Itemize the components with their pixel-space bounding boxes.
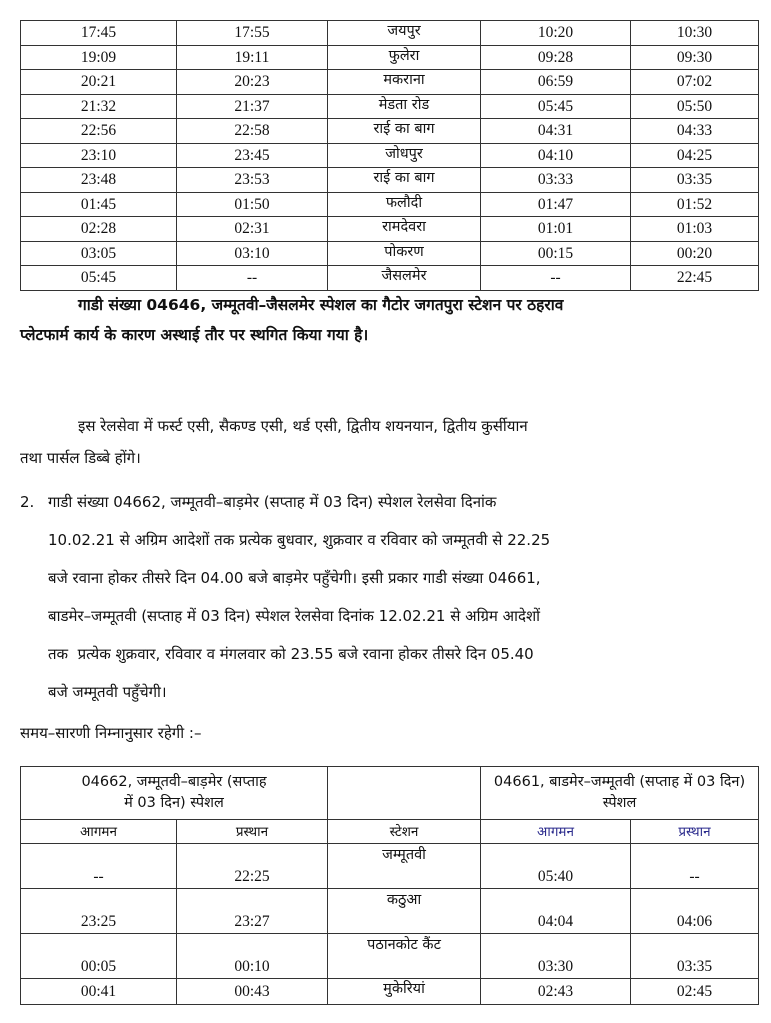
arrival-time: 01:47 xyxy=(481,192,631,217)
table-row xyxy=(21,844,759,889)
item2-line: 10.02.21 से अग्रिम आदेशों तक प्रत्येक बुधवार, शुक्रवार व रविवार को जम्मूतवी से 22.25 xyxy=(48,531,551,549)
departure-time: 23:27 xyxy=(177,889,328,934)
station-name: फलौदी xyxy=(328,192,481,217)
arrival-time: 02:28 xyxy=(21,217,177,242)
departure-time: 17:55 xyxy=(177,21,328,46)
departure-header: प्रस्थान xyxy=(631,820,759,844)
blank-header-cell xyxy=(328,767,481,820)
station-name: जम्मूतवी xyxy=(328,844,481,889)
departure-time: 03:10 xyxy=(177,241,328,266)
item-number: 2. xyxy=(20,493,35,511)
departure-time: 23:45 xyxy=(177,143,328,168)
arrival-time: -- xyxy=(21,844,177,889)
station-name: राई का बाग xyxy=(328,168,481,193)
arrival-time: 20:21 xyxy=(21,70,177,95)
arrival-time: 01:01 xyxy=(481,217,631,242)
departure-time: 02:45 xyxy=(631,979,759,1005)
arrival-time: 05:45 xyxy=(481,94,631,119)
arrival-time: 10:20 xyxy=(481,21,631,46)
arrival-time: 06:59 xyxy=(481,70,631,95)
arrival-time: 03:05 xyxy=(21,241,177,266)
departure-time: 03:35 xyxy=(631,934,759,979)
departure-time: 05:50 xyxy=(631,94,759,119)
table-row xyxy=(21,889,759,934)
arrival-time: 19:09 xyxy=(21,45,177,70)
station-name: जैसलमेर xyxy=(328,266,481,291)
station-name: कठुआ xyxy=(328,889,481,934)
departure-header: प्रस्थान xyxy=(177,820,328,844)
arrival-time: 23:48 xyxy=(21,168,177,193)
arrival-time: 17:45 xyxy=(21,21,177,46)
table-row xyxy=(21,70,759,95)
departure-time: 22:25 xyxy=(177,844,328,889)
arrival-time: 04:10 xyxy=(481,143,631,168)
item2-line: बाडमेर–जम्मूतवी (सप्ताह में 03 दिन) स्पेशल रेलसेवा दिनांक 12.02.21 से अग्रिम आदेशों xyxy=(48,607,541,625)
station-name: जोधपुर xyxy=(328,143,481,168)
train-04662-header: 04662, जम्मूतवी–बाड़मेर (सप्ताह में 03 दिन) स्पेशल xyxy=(21,767,328,820)
item2-line: गाडी संख्या 04662, जम्मूतवी–बाड़मेर (सप्ताह में 03 दिन) स्पेशल रेलसेवा दिनांक xyxy=(48,493,497,511)
departure-time: 19:11 xyxy=(177,45,328,70)
coaches-line-1: इस रेलसेवा में फर्स्ट एसी, सैकण्ड एसी, थर्ड एसी, द्वितीय शयनयान, द्वितीय कुर्सीयान xyxy=(78,417,528,435)
arrival-time: 03:30 xyxy=(481,934,631,979)
departure-time: 22:45 xyxy=(631,266,759,291)
departure-time: 02:31 xyxy=(177,217,328,242)
departure-time: 04:06 xyxy=(631,889,759,934)
arrival-time: 23:25 xyxy=(21,889,177,934)
arrival-time: 02:43 xyxy=(481,979,631,1005)
station-name: पोकरण xyxy=(328,241,481,266)
departure-time: 01:52 xyxy=(631,192,759,217)
arrival-time: 21:32 xyxy=(21,94,177,119)
departure-time: 04:25 xyxy=(631,143,759,168)
table-row xyxy=(21,94,759,119)
departure-time: 07:02 xyxy=(631,70,759,95)
coaches-line-2: तथा पार्सल डिब्बे होंगे। xyxy=(20,449,141,467)
note-line-1: गाडी संख्या 04646, जम्मूतवी–जैसलमेर स्पेशल का गैटोर जगतपुरा स्टेशन पर ठहराव xyxy=(78,296,564,314)
table-row xyxy=(21,934,759,979)
station-name: मुकेरियां xyxy=(328,979,481,1005)
station-name: जयपुर xyxy=(328,21,481,46)
station-header: स्टेशन xyxy=(328,820,481,844)
arrival-time: 05:45 xyxy=(21,266,177,291)
item2-line: बजे जम्मूतवी पहुँचेगी। xyxy=(48,683,167,701)
station-name: फुलेरा xyxy=(328,45,481,70)
station-name: राई का बाग xyxy=(328,119,481,144)
arrival-time: 00:41 xyxy=(21,979,177,1005)
arrival-time: 00:15 xyxy=(481,241,631,266)
arrival-time: 05:40 xyxy=(481,844,631,889)
departure-time: -- xyxy=(631,844,759,889)
departure-time: 01:50 xyxy=(177,192,328,217)
departure-time: 20:23 xyxy=(177,70,328,95)
halt-suspension-note xyxy=(20,290,758,350)
table-row xyxy=(21,266,759,291)
table-row xyxy=(21,45,759,70)
station-name: मेडता रोड xyxy=(328,94,481,119)
arrival-time: -- xyxy=(481,266,631,291)
item2-line: तक प्रत्येक शुक्रवार, रविवार व मंगलवार को 23.55 बजे रवाना होकर तीसरे दिन 05.40 xyxy=(48,645,534,663)
table-row xyxy=(21,217,759,242)
item-2-announcement xyxy=(20,483,758,711)
table-row xyxy=(21,979,759,1005)
departure-time: 00:20 xyxy=(631,241,759,266)
departure-time: 04:33 xyxy=(631,119,759,144)
table-row xyxy=(21,168,759,193)
table-row xyxy=(21,192,759,217)
timetable-jaisalmer xyxy=(20,20,759,291)
schedule-label: समय–सारणी निम्नानुसार रहेगी :– xyxy=(20,724,202,742)
station-name: रामदेवरा xyxy=(328,217,481,242)
arrival-time: 04:04 xyxy=(481,889,631,934)
arrival-time: 04:31 xyxy=(481,119,631,144)
departure-time: 09:30 xyxy=(631,45,759,70)
table-row xyxy=(21,21,759,46)
arrival-time: 09:28 xyxy=(481,45,631,70)
arrival-time: 23:10 xyxy=(21,143,177,168)
item2-line: बजे रवाना होकर तीसरे दिन 04.00 बजे बाड़मेर पहुँचेगी। इसी प्रकार गाडी संख्या 04661, xyxy=(48,569,541,587)
departure-time: 03:35 xyxy=(631,168,759,193)
timetable-jammutawi-barmer xyxy=(20,766,759,1005)
table-row xyxy=(21,143,759,168)
table-row xyxy=(21,119,759,144)
note-line-2: प्लेटफार्म कार्य के कारण अस्थाई तौर पर स्थगित किया गया है। xyxy=(20,326,369,344)
departure-time: -- xyxy=(177,266,328,291)
departure-time: 23:53 xyxy=(177,168,328,193)
arrival-header: आगमन xyxy=(21,820,177,844)
arrival-time: 01:45 xyxy=(21,192,177,217)
station-name: पठानकोट कैंट xyxy=(328,934,481,979)
station-name: मकराना xyxy=(328,70,481,95)
arrival-time: 22:56 xyxy=(21,119,177,144)
arrival-time: 03:33 xyxy=(481,168,631,193)
departure-time: 00:10 xyxy=(177,934,328,979)
departure-time: 01:03 xyxy=(631,217,759,242)
arrival-header: आगमन xyxy=(481,820,631,844)
arrival-time: 00:05 xyxy=(21,934,177,979)
train-04661-header: 04661, बाडमेर–जम्मूतवी (सप्ताह में 03 दिन) स्पेशल xyxy=(481,767,759,820)
coach-composition-text xyxy=(20,410,758,474)
departure-time: 00:43 xyxy=(177,979,328,1005)
departure-time: 10:30 xyxy=(631,21,759,46)
table-row xyxy=(21,241,759,266)
departure-time: 22:58 xyxy=(177,119,328,144)
departure-time: 21:37 xyxy=(177,94,328,119)
